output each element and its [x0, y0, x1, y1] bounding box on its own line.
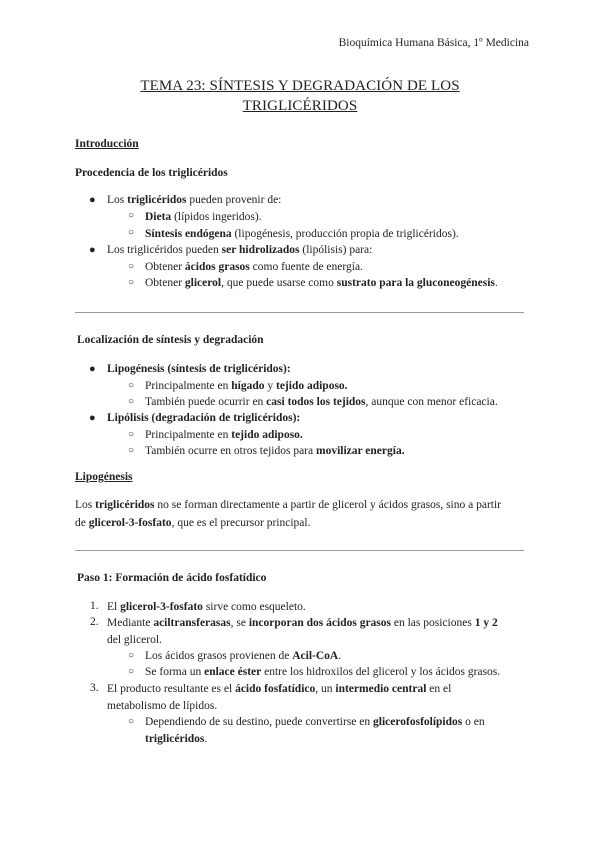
list-item: Obtener ácidos grasos como fuente de energía.: [145, 261, 363, 273]
title-line-1: TEMA 23: SÍNTESIS Y DEGRADACIÓN DE LOS: [140, 78, 460, 94]
lipogenesis-heading: Lipogénesis: [75, 471, 133, 483]
localizacion-heading: Localización de síntesis y degradación: [77, 334, 264, 346]
list-item: Dieta (lípidos ingeridos).: [145, 211, 262, 223]
list-item: También puede ocurrir en casi todos los tejidos, aunque con menor eficacia.: [145, 396, 498, 408]
list-item: Dependiendo de su destino, puede convertirse en glicerofosfolípidos o en: [145, 716, 485, 728]
paragraph-line: Los triglicéridos no se forman directamente a partir de glicerol y ácidos grasos, sino a partir: [75, 499, 502, 511]
sub-bullet-icon: ○: [128, 210, 135, 221]
list-item: También ocurre en otros tejidos para movilizar energía.: [145, 445, 405, 457]
sub-bullet-icon: ○: [128, 261, 135, 272]
title-line-2: TRIGLICÉRIDOS: [242, 98, 358, 114]
bullet-icon: ●: [89, 412, 96, 424]
sub-bullet-icon: ○: [128, 277, 135, 288]
sub-bullet-icon: ○: [128, 380, 135, 391]
sub-bullet-icon: ○: [128, 429, 135, 440]
paragraph-line: de glicerol-3-fosfato, que es el precursor principal.: [75, 517, 311, 529]
sub-bullet-icon: ○: [128, 716, 135, 727]
list-item-continuation: del glicerol.: [107, 634, 162, 646]
list-item: Los triglicéridos pueden provenir de:: [107, 194, 282, 206]
course-header: Bioquímica Humana Básica, 1º Medicina: [338, 37, 529, 49]
divider: [75, 312, 524, 313]
list-item: Los ácidos grasos provienen de Acil-CoA.: [145, 650, 342, 662]
list-item: Se forma un enlace éster entre los hidroxilos del glicerol y los ácidos grasos.: [145, 666, 501, 678]
bullet-icon: ●: [89, 363, 96, 375]
list-item: Principalmente en hígado y tejido adiposo.: [145, 380, 348, 392]
list-item: Principalmente en tejido adiposo.: [145, 429, 303, 441]
list-item: Obtener glicerol, que puede usarse como sustrato para la gluconeogénesis.: [145, 277, 498, 289]
intro-heading: Introducción: [75, 138, 139, 150]
list-item: El glicerol-3-fosfato sirve como esqueleto.: [107, 601, 306, 613]
sub-bullet-icon: ○: [128, 666, 135, 677]
list-item: Los triglicéridos pueden ser hidrolizados (lipólisis) para:: [107, 244, 373, 256]
sub-bullet-icon: ○: [128, 650, 135, 661]
list-item: El producto resultante es el ácido fosfatídico, un intermedio central en el: [107, 683, 452, 695]
paso1-heading: Paso 1: Formación de ácido fosfatídico: [77, 572, 267, 584]
list-number: 2.: [90, 616, 99, 628]
sub-bullet-icon: ○: [128, 445, 135, 456]
list-item: Lipogénesis (síntesis de triglicéridos):: [107, 363, 291, 375]
sub-bullet-icon: ○: [128, 227, 135, 238]
bullet-icon: ●: [89, 244, 96, 256]
sub-bullet-icon: ○: [128, 396, 135, 407]
list-item-continuation: metabolismo de lípidos.: [107, 700, 218, 712]
list-item: Mediante aciltransferasas, se incorporan dos ácidos grasos en las posiciones 1 y 2: [107, 617, 498, 629]
list-number: 3.: [90, 682, 99, 694]
list-number: 1.: [90, 600, 99, 612]
page-title: [0, 76, 600, 116]
procedencia-heading: Procedencia de los triglicéridos: [75, 167, 228, 179]
bullet-icon: ●: [89, 194, 96, 206]
divider: [75, 550, 524, 551]
list-item-continuation: triglicéridos.: [145, 733, 208, 745]
list-item: Lipólisis (degradación de triglicéridos):: [107, 412, 301, 424]
list-item: Síntesis endógena (lipogénesis, producción propia de triglicéridos).: [145, 228, 459, 240]
